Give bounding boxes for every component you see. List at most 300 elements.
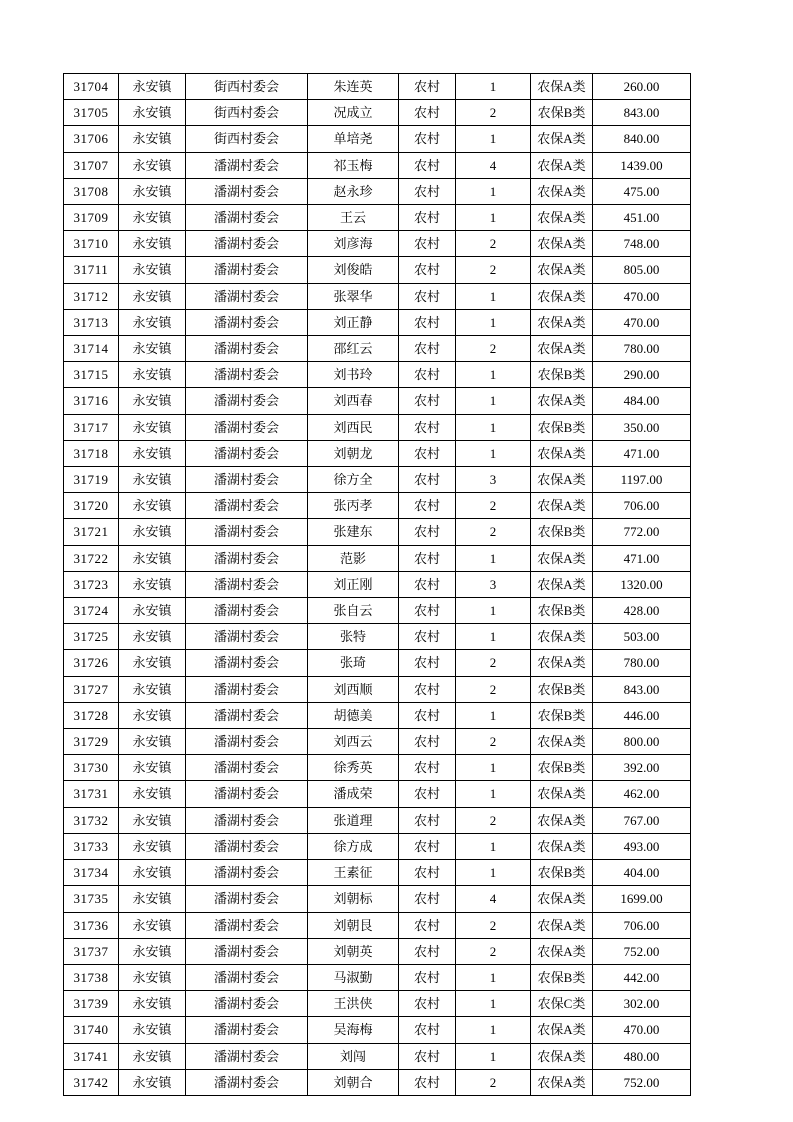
- cell-type: 农村: [399, 964, 456, 990]
- cell-amount: 446.00: [593, 702, 691, 728]
- cell-village: 潘湖村委会: [186, 362, 308, 388]
- cell-town: 永安镇: [119, 126, 186, 152]
- cell-id: 31721: [64, 519, 119, 545]
- cell-village: 街西村委会: [186, 100, 308, 126]
- cell-amount: 780.00: [593, 650, 691, 676]
- cell-id: 31740: [64, 1017, 119, 1043]
- cell-amount: 843.00: [593, 676, 691, 702]
- cell-name: 张道理: [308, 807, 399, 833]
- cell-count: 1: [456, 991, 531, 1017]
- cell-town: 永安镇: [119, 74, 186, 100]
- cell-type: 农村: [399, 650, 456, 676]
- table-row: [64, 100, 691, 126]
- table-row: [64, 833, 691, 859]
- cell-category: 农保A类: [531, 886, 593, 912]
- table-row: [64, 257, 691, 283]
- cell-name: 刘西顺: [308, 676, 399, 702]
- table-row: [64, 493, 691, 519]
- cell-id: 31733: [64, 833, 119, 859]
- cell-name: 张翠华: [308, 283, 399, 309]
- cell-name: 刘西民: [308, 414, 399, 440]
- table-row: [64, 283, 691, 309]
- cell-id: 31709: [64, 205, 119, 231]
- cell-amount: 470.00: [593, 1017, 691, 1043]
- cell-village: 潘湖村委会: [186, 257, 308, 283]
- cell-id: 31717: [64, 414, 119, 440]
- cell-id: 31736: [64, 912, 119, 938]
- table-row: [64, 362, 691, 388]
- cell-count: 1: [456, 205, 531, 231]
- table-row: [64, 467, 691, 493]
- cell-town: 永安镇: [119, 676, 186, 702]
- cell-count: 1: [456, 624, 531, 650]
- cell-town: 永安镇: [119, 702, 186, 728]
- cell-name: 刘彦海: [308, 231, 399, 257]
- cell-count: 1: [456, 309, 531, 335]
- cell-name: 朱连英: [308, 74, 399, 100]
- cell-id: 31730: [64, 755, 119, 781]
- cell-count: 2: [456, 336, 531, 362]
- cell-village: 潘湖村委会: [186, 702, 308, 728]
- cell-amount: 840.00: [593, 126, 691, 152]
- table-row: [64, 650, 691, 676]
- cell-count: 2: [456, 100, 531, 126]
- table-row: [64, 676, 691, 702]
- cell-amount: 302.00: [593, 991, 691, 1017]
- cell-id: 31739: [64, 991, 119, 1017]
- table-row: [64, 336, 691, 362]
- cell-amount: 752.00: [593, 938, 691, 964]
- cell-amount: 1320.00: [593, 571, 691, 597]
- cell-count: 3: [456, 467, 531, 493]
- cell-village: 潘湖村委会: [186, 178, 308, 204]
- cell-category: 农保A类: [531, 545, 593, 571]
- cell-count: 1: [456, 964, 531, 990]
- table-row: [64, 1069, 691, 1095]
- cell-category: 农保C类: [531, 991, 593, 1017]
- cell-amount: 260.00: [593, 74, 691, 100]
- cell-amount: 462.00: [593, 781, 691, 807]
- cell-type: 农村: [399, 912, 456, 938]
- table-row: [64, 807, 691, 833]
- cell-type: 农村: [399, 624, 456, 650]
- cell-type: 农村: [399, 336, 456, 362]
- cell-id: 31704: [64, 74, 119, 100]
- cell-id: 31729: [64, 729, 119, 755]
- cell-town: 永安镇: [119, 938, 186, 964]
- cell-count: 1: [456, 178, 531, 204]
- table-row: [64, 388, 691, 414]
- cell-town: 永安镇: [119, 519, 186, 545]
- cell-count: 1: [456, 74, 531, 100]
- cell-amount: 484.00: [593, 388, 691, 414]
- cell-name: 刘朝龙: [308, 440, 399, 466]
- cell-village: 潘湖村委会: [186, 336, 308, 362]
- cell-type: 农村: [399, 309, 456, 335]
- cell-type: 农村: [399, 205, 456, 231]
- cell-count: 1: [456, 598, 531, 624]
- cell-village: 潘湖村委会: [186, 388, 308, 414]
- cell-category: 农保A类: [531, 729, 593, 755]
- cell-id: 31738: [64, 964, 119, 990]
- cell-count: 1: [456, 388, 531, 414]
- cell-name: 刘西云: [308, 729, 399, 755]
- cell-type: 农村: [399, 571, 456, 597]
- cell-village: 潘湖村委会: [186, 833, 308, 859]
- cell-amount: 290.00: [593, 362, 691, 388]
- cell-category: 农保A类: [531, 938, 593, 964]
- cell-count: 1: [456, 283, 531, 309]
- cell-category: 农保A类: [531, 388, 593, 414]
- cell-amount: 1439.00: [593, 152, 691, 178]
- table-row: [64, 755, 691, 781]
- table-row: [64, 519, 691, 545]
- cell-type: 农村: [399, 467, 456, 493]
- cell-name: 徐方成: [308, 833, 399, 859]
- cell-id: 31728: [64, 702, 119, 728]
- cell-amount: 843.00: [593, 100, 691, 126]
- cell-town: 永安镇: [119, 729, 186, 755]
- cell-village: 潘湖村委会: [186, 467, 308, 493]
- table-row: [64, 598, 691, 624]
- cell-village: 潘湖村委会: [186, 231, 308, 257]
- cell-count: 2: [456, 650, 531, 676]
- cell-name: 王素征: [308, 860, 399, 886]
- table-row: [64, 178, 691, 204]
- cell-category: 农保B类: [531, 860, 593, 886]
- cell-id: 31732: [64, 807, 119, 833]
- cell-category: 农保A类: [531, 74, 593, 100]
- cell-town: 永安镇: [119, 991, 186, 1017]
- cell-village: 潘湖村委会: [186, 912, 308, 938]
- cell-village: 潘湖村委会: [186, 414, 308, 440]
- cell-town: 永安镇: [119, 624, 186, 650]
- table-row: [64, 231, 691, 257]
- cell-type: 农村: [399, 152, 456, 178]
- cell-amount: 451.00: [593, 205, 691, 231]
- cell-name: 赵永珍: [308, 178, 399, 204]
- cell-id: 31719: [64, 467, 119, 493]
- cell-name: 徐方全: [308, 467, 399, 493]
- cell-id: 31718: [64, 440, 119, 466]
- cell-category: 农保A类: [531, 807, 593, 833]
- cell-type: 农村: [399, 833, 456, 859]
- cell-count: 2: [456, 519, 531, 545]
- cell-name: 王洪侠: [308, 991, 399, 1017]
- cell-type: 农村: [399, 1069, 456, 1095]
- cell-type: 农村: [399, 74, 456, 100]
- cell-category: 农保B类: [531, 964, 593, 990]
- cell-name: 刘闯: [308, 1043, 399, 1069]
- cell-id: 31706: [64, 126, 119, 152]
- cell-amount: 780.00: [593, 336, 691, 362]
- cell-village: 潘湖村委会: [186, 860, 308, 886]
- cell-type: 农村: [399, 729, 456, 755]
- cell-category: 农保A类: [531, 126, 593, 152]
- cell-count: 1: [456, 440, 531, 466]
- cell-category: 农保B类: [531, 702, 593, 728]
- cell-town: 永安镇: [119, 100, 186, 126]
- cell-name: 张特: [308, 624, 399, 650]
- cell-type: 农村: [399, 755, 456, 781]
- cell-village: 潘湖村委会: [186, 493, 308, 519]
- table-row: [64, 912, 691, 938]
- table-row: [64, 309, 691, 335]
- cell-amount: 442.00: [593, 964, 691, 990]
- cell-amount: 772.00: [593, 519, 691, 545]
- cell-village: 潘湖村委会: [186, 964, 308, 990]
- table-row: [64, 414, 691, 440]
- cell-village: 潘湖村委会: [186, 807, 308, 833]
- cell-id: 31708: [64, 178, 119, 204]
- cell-town: 永安镇: [119, 388, 186, 414]
- cell-village: 潘湖村委会: [186, 283, 308, 309]
- cell-amount: 752.00: [593, 1069, 691, 1095]
- cell-village: 潘湖村委会: [186, 571, 308, 597]
- cell-id: 31734: [64, 860, 119, 886]
- cell-type: 农村: [399, 519, 456, 545]
- cell-town: 永安镇: [119, 545, 186, 571]
- cell-id: 31712: [64, 283, 119, 309]
- cell-id: 31720: [64, 493, 119, 519]
- cell-count: 1: [456, 755, 531, 781]
- cell-town: 永安镇: [119, 1017, 186, 1043]
- cell-name: 刘俊皓: [308, 257, 399, 283]
- cell-category: 农保A类: [531, 152, 593, 178]
- cell-type: 农村: [399, 860, 456, 886]
- cell-id: 31705: [64, 100, 119, 126]
- cell-town: 永安镇: [119, 1069, 186, 1095]
- cell-category: 农保A类: [531, 1069, 593, 1095]
- cell-village: 潘湖村委会: [186, 781, 308, 807]
- cell-town: 永安镇: [119, 598, 186, 624]
- table-row: [64, 545, 691, 571]
- cell-name: 单培尧: [308, 126, 399, 152]
- cell-name: 马淑勤: [308, 964, 399, 990]
- table-row: [64, 860, 691, 886]
- cell-town: 永安镇: [119, 440, 186, 466]
- cell-category: 农保B类: [531, 598, 593, 624]
- cell-amount: 706.00: [593, 912, 691, 938]
- cell-town: 永安镇: [119, 336, 186, 362]
- cell-amount: 706.00: [593, 493, 691, 519]
- cell-type: 农村: [399, 257, 456, 283]
- cell-town: 永安镇: [119, 1043, 186, 1069]
- cell-type: 农村: [399, 440, 456, 466]
- cell-name: 范影: [308, 545, 399, 571]
- cell-amount: 470.00: [593, 283, 691, 309]
- cell-village: 潘湖村委会: [186, 309, 308, 335]
- cell-name: 刘西春: [308, 388, 399, 414]
- cell-type: 农村: [399, 362, 456, 388]
- cell-id: 31731: [64, 781, 119, 807]
- cell-type: 农村: [399, 702, 456, 728]
- cell-village: 潘湖村委会: [186, 676, 308, 702]
- cell-name: 张自云: [308, 598, 399, 624]
- cell-name: 张建东: [308, 519, 399, 545]
- cell-category: 农保B类: [531, 676, 593, 702]
- cell-count: 4: [456, 152, 531, 178]
- cell-id: 31713: [64, 309, 119, 335]
- cell-type: 农村: [399, 1043, 456, 1069]
- cell-category: 农保B类: [531, 519, 593, 545]
- cell-category: 农保A类: [531, 257, 593, 283]
- table-row: [64, 205, 691, 231]
- cell-amount: 767.00: [593, 807, 691, 833]
- cell-name: 刘朝合: [308, 1069, 399, 1095]
- cell-type: 农村: [399, 414, 456, 440]
- cell-id: 31722: [64, 545, 119, 571]
- cell-village: 潘湖村委会: [186, 545, 308, 571]
- table-row: [64, 702, 691, 728]
- cell-name: 徐秀英: [308, 755, 399, 781]
- cell-town: 永安镇: [119, 257, 186, 283]
- cell-category: 农保A类: [531, 781, 593, 807]
- cell-id: 31727: [64, 676, 119, 702]
- cell-name: 潘成荣: [308, 781, 399, 807]
- cell-amount: 748.00: [593, 231, 691, 257]
- cell-amount: 428.00: [593, 598, 691, 624]
- cell-amount: 805.00: [593, 257, 691, 283]
- cell-id: 31726: [64, 650, 119, 676]
- cell-amount: 480.00: [593, 1043, 691, 1069]
- cell-count: 2: [456, 807, 531, 833]
- cell-name: 胡德美: [308, 702, 399, 728]
- cell-village: 潘湖村委会: [186, 1069, 308, 1095]
- cell-count: 1: [456, 1017, 531, 1043]
- cell-town: 永安镇: [119, 362, 186, 388]
- cell-village: 潘湖村委会: [186, 205, 308, 231]
- cell-category: 农保A类: [531, 336, 593, 362]
- cell-category: 农保A类: [531, 1017, 593, 1043]
- cell-town: 永安镇: [119, 912, 186, 938]
- cell-amount: 1197.00: [593, 467, 691, 493]
- cell-name: 刘正刚: [308, 571, 399, 597]
- cell-town: 永安镇: [119, 964, 186, 990]
- cell-town: 永安镇: [119, 833, 186, 859]
- cell-count: 2: [456, 231, 531, 257]
- table-row: [64, 964, 691, 990]
- cell-name: 况成立: [308, 100, 399, 126]
- cell-town: 永安镇: [119, 205, 186, 231]
- cell-name: 邵红云: [308, 336, 399, 362]
- cell-type: 农村: [399, 100, 456, 126]
- cell-id: 31737: [64, 938, 119, 964]
- cell-category: 农保A类: [531, 571, 593, 597]
- cell-village: 潘湖村委会: [186, 598, 308, 624]
- table-row: [64, 440, 691, 466]
- cell-village: 街西村委会: [186, 126, 308, 152]
- cell-name: 祁玉梅: [308, 152, 399, 178]
- benefits-table: [63, 73, 691, 1096]
- cell-count: 2: [456, 729, 531, 755]
- cell-type: 农村: [399, 938, 456, 964]
- cell-type: 农村: [399, 598, 456, 624]
- cell-amount: 471.00: [593, 440, 691, 466]
- cell-town: 永安镇: [119, 283, 186, 309]
- cell-id: 31724: [64, 598, 119, 624]
- cell-category: 农保A类: [531, 178, 593, 204]
- cell-town: 永安镇: [119, 807, 186, 833]
- cell-name: 刘朝标: [308, 886, 399, 912]
- cell-count: 1: [456, 833, 531, 859]
- cell-name: 刘书玲: [308, 362, 399, 388]
- cell-type: 农村: [399, 493, 456, 519]
- cell-count: 1: [456, 1043, 531, 1069]
- cell-type: 农村: [399, 388, 456, 414]
- cell-amount: 503.00: [593, 624, 691, 650]
- cell-count: 2: [456, 493, 531, 519]
- cell-name: 张琦: [308, 650, 399, 676]
- cell-village: 潘湖村委会: [186, 1043, 308, 1069]
- cell-village: 潘湖村委会: [186, 729, 308, 755]
- cell-amount: 471.00: [593, 545, 691, 571]
- cell-category: 农保A类: [531, 440, 593, 466]
- cell-amount: 800.00: [593, 729, 691, 755]
- cell-village: 街西村委会: [186, 74, 308, 100]
- cell-type: 农村: [399, 781, 456, 807]
- cell-town: 永安镇: [119, 755, 186, 781]
- cell-count: 1: [456, 414, 531, 440]
- cell-category: 农保A类: [531, 205, 593, 231]
- cell-count: 1: [456, 860, 531, 886]
- cell-category: 农保B类: [531, 414, 593, 440]
- cell-village: 潘湖村委会: [186, 991, 308, 1017]
- cell-category: 农保A类: [531, 650, 593, 676]
- cell-amount: 470.00: [593, 309, 691, 335]
- cell-village: 潘湖村委会: [186, 624, 308, 650]
- cell-name: 吴海梅: [308, 1017, 399, 1043]
- cell-town: 永安镇: [119, 309, 186, 335]
- cell-id: 31723: [64, 571, 119, 597]
- cell-type: 农村: [399, 126, 456, 152]
- cell-type: 农村: [399, 676, 456, 702]
- cell-id: 31725: [64, 624, 119, 650]
- cell-town: 永安镇: [119, 231, 186, 257]
- cell-id: 31742: [64, 1069, 119, 1095]
- cell-amount: 493.00: [593, 833, 691, 859]
- cell-category: 农保A类: [531, 231, 593, 257]
- table-row: [64, 938, 691, 964]
- cell-type: 农村: [399, 178, 456, 204]
- cell-name: 王云: [308, 205, 399, 231]
- cell-town: 永安镇: [119, 650, 186, 676]
- cell-category: 农保B类: [531, 362, 593, 388]
- cell-category: 农保A类: [531, 912, 593, 938]
- cell-count: 2: [456, 676, 531, 702]
- cell-category: 农保B类: [531, 755, 593, 781]
- cell-village: 潘湖村委会: [186, 650, 308, 676]
- cell-name: 刘正静: [308, 309, 399, 335]
- cell-village: 潘湖村委会: [186, 1017, 308, 1043]
- table-row: [64, 886, 691, 912]
- cell-count: 2: [456, 912, 531, 938]
- cell-village: 潘湖村委会: [186, 938, 308, 964]
- cell-amount: 475.00: [593, 178, 691, 204]
- table-row: [64, 1043, 691, 1069]
- table-row: [64, 74, 691, 100]
- cell-type: 农村: [399, 991, 456, 1017]
- cell-village: 潘湖村委会: [186, 152, 308, 178]
- cell-town: 永安镇: [119, 467, 186, 493]
- cell-id: 31707: [64, 152, 119, 178]
- cell-amount: 350.00: [593, 414, 691, 440]
- cell-count: 4: [456, 886, 531, 912]
- cell-id: 31741: [64, 1043, 119, 1069]
- cell-town: 永安镇: [119, 493, 186, 519]
- cell-count: 3: [456, 571, 531, 597]
- cell-amount: 392.00: [593, 755, 691, 781]
